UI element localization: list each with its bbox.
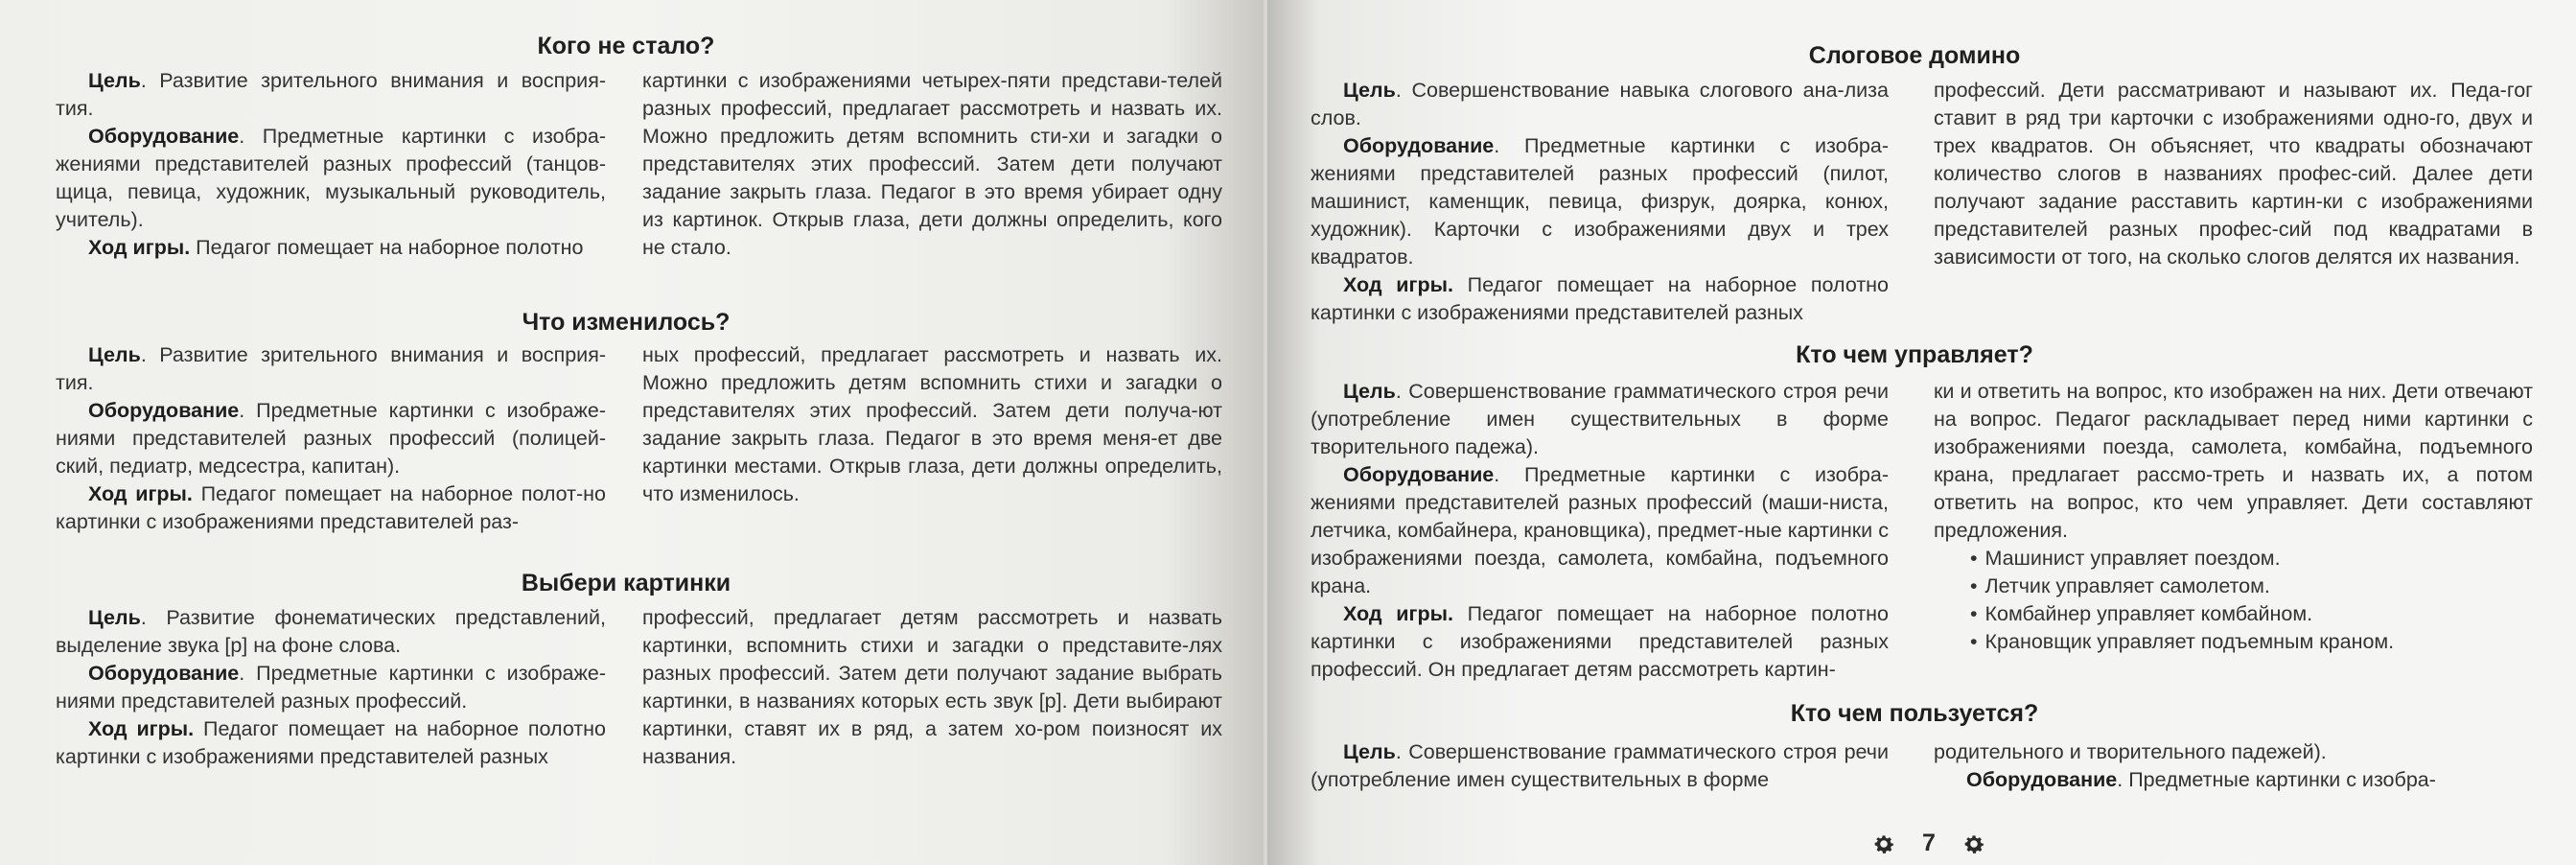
section-kto-chem-polzuetsya [1267,0,2576,825]
page-number: 7 [1922,830,1936,856]
column-right: профессий, предлагает детям рассмотреть и назвать картинки, вспомнить стихи и загадки о представите-лях разных профессий. Затем дети получают задание выбрать картинки, в названиях которых есть звук [р]. Дети выбирают картинки, ставят их в ряд, а затем хо-ром поизносят их названия. [642,606,1222,768]
column-right: картинки с изображениями четырех-пяти представи-телей разных профессий, предлагает рассмотреть и назвать их. Можно предложить детям вспомнить сти-хи и загадки о представителях этих профессий. Затем дети получают задание закрыть глаза. Педагог в это время убирает одну из картинок. Открыв глаза, дети должны определить, кого не стало. [642,69,1222,259]
section-title: Выбери картинки [521,570,731,596]
list-item: • Машинист управляет поездом. [1970,545,2533,573]
left-page [0,0,1264,865]
section-title: Что изменилось? [522,309,731,336]
page-number-footer [1871,830,1986,857]
section-title: Кто чем пользуется? [1790,700,2039,727]
column-right: ных профессий, предлагает рассмотреть и назвать их. Можно предложить детям вспомнить стихи и загадки о представителях этих профессий. Затем дети получа-ют задание закрыть глаза. Педагог в это время меня-ет две картинки местами. Открыв глаза, дети должны определить, что изменилось. [642,343,1222,505]
column-right: родительного и творительного падежей). Оборудование. Предметные картинки с изобра- [1934,740,2436,791]
column-left: Цель. Совершенствование навыка слогового ана-лиза слов. Оборудование. Предметные картинки с изобра-жениями представителей разных профессий (пилот, машинист, каменщик, певица, физрук, доярка, конюх, художник). Карточки с изображениями двух и трех квадратов. Ход игры. Педагог помещает на наборное полотно картинки с изображениями представителей разных [1311,79,1889,324]
section-title: Кого не стало? [537,33,715,59]
right-page [1267,0,2576,865]
column-left: Цель. Развитие фонематических представлений, выделение звука [р] на фоне слова. Оборудование. Предметные картинки с изображе-ниями представителей разных профессий. Ход игры. Педагог помещает на наборное полотно картинки с изображениями представителей разных [56,606,606,768]
section-title: Кто чем управляет? [1796,341,2033,368]
list-item: • Крановщик управляет подъемным краном. [1970,628,2533,656]
column-left: Цель. Совершенствование грамматического строя речи (употребление имен существительных в форме творительного падежа). Оборудование. Предметные картинки с изобра-жениями представителей разных профессий (маши-ниста, летчика, комбайнера, крановщика), предмет-ные картинки с изображениями поезда, самолета, комбайна, подъемного крана. Ход игры. Педагог помещает на наборное полотно картинки с изображениями представителей разных профессий. Он предлагает детям рассмотреть картин- [1311,380,1889,681]
gear-icon [1961,831,1986,856]
column-left: Цель. Развитие зрительного внимания и восприя-тия. Оборудование. Предметные картинки с изобра-жениями представителей разных профессий (танцов-щица, певица, художник, музыкальный руководитель, учитель). Ход игры. Педагог помещает на наборное полотно [56,69,606,259]
column-left: Цель. Совершенствование грамматического строя речи (употребление имен существительных в форме [1311,740,1889,791]
list-item: • Летчик управляет самолетом. [1970,573,2533,600]
column-right: профессий. Дети рассматривают и называют их. Педа-гог ставит в ряд три карточки с изображениями одно-го, двух и трех квадратов. Он объясняет, что квадраты обозначают количество слогов в названиях профес-сий. Далее дети получают задание расставить картин-ки с изображениями представителей разных профес-сий под квадратами в зависимости от того, на сколько слогов делятся их названия. [1934,79,2533,269]
section-vyberi-kartinki [0,0,1264,865]
list-item: • Комбайнер управляет комбайном. [1970,600,2533,628]
gear-icon [1871,831,1896,856]
column-left: Цель. Развитие зрительного внимания и восприя-тия. Оборудование. Предметные картинки с изображе-ниями представителей разных профессий (полицей-ский, педиатр, медсестра, капитан). Ход игры. Педагог помещает на наборное полот-но картинки с изображениями представителей раз- [56,343,607,533]
section-title: Слоговое домино [1808,42,2021,69]
column-right: ки и ответить на вопрос, кто изображен на них. Дети отвечают на вопрос. Педагог раскладывает перед ними картинки с изображениями поезда, самолета, комбайна, подъемного крана, предлагает рассмо-треть и назвать их, а потом ответить на вопрос, кто чем управляет. Дети составляют предложения. • Машинист управляет поездом. • Летчик управляет самолетом. • Комбайнер управляет комбайном. • Крановщик управляет подъемным краном. [1934,378,2533,656]
